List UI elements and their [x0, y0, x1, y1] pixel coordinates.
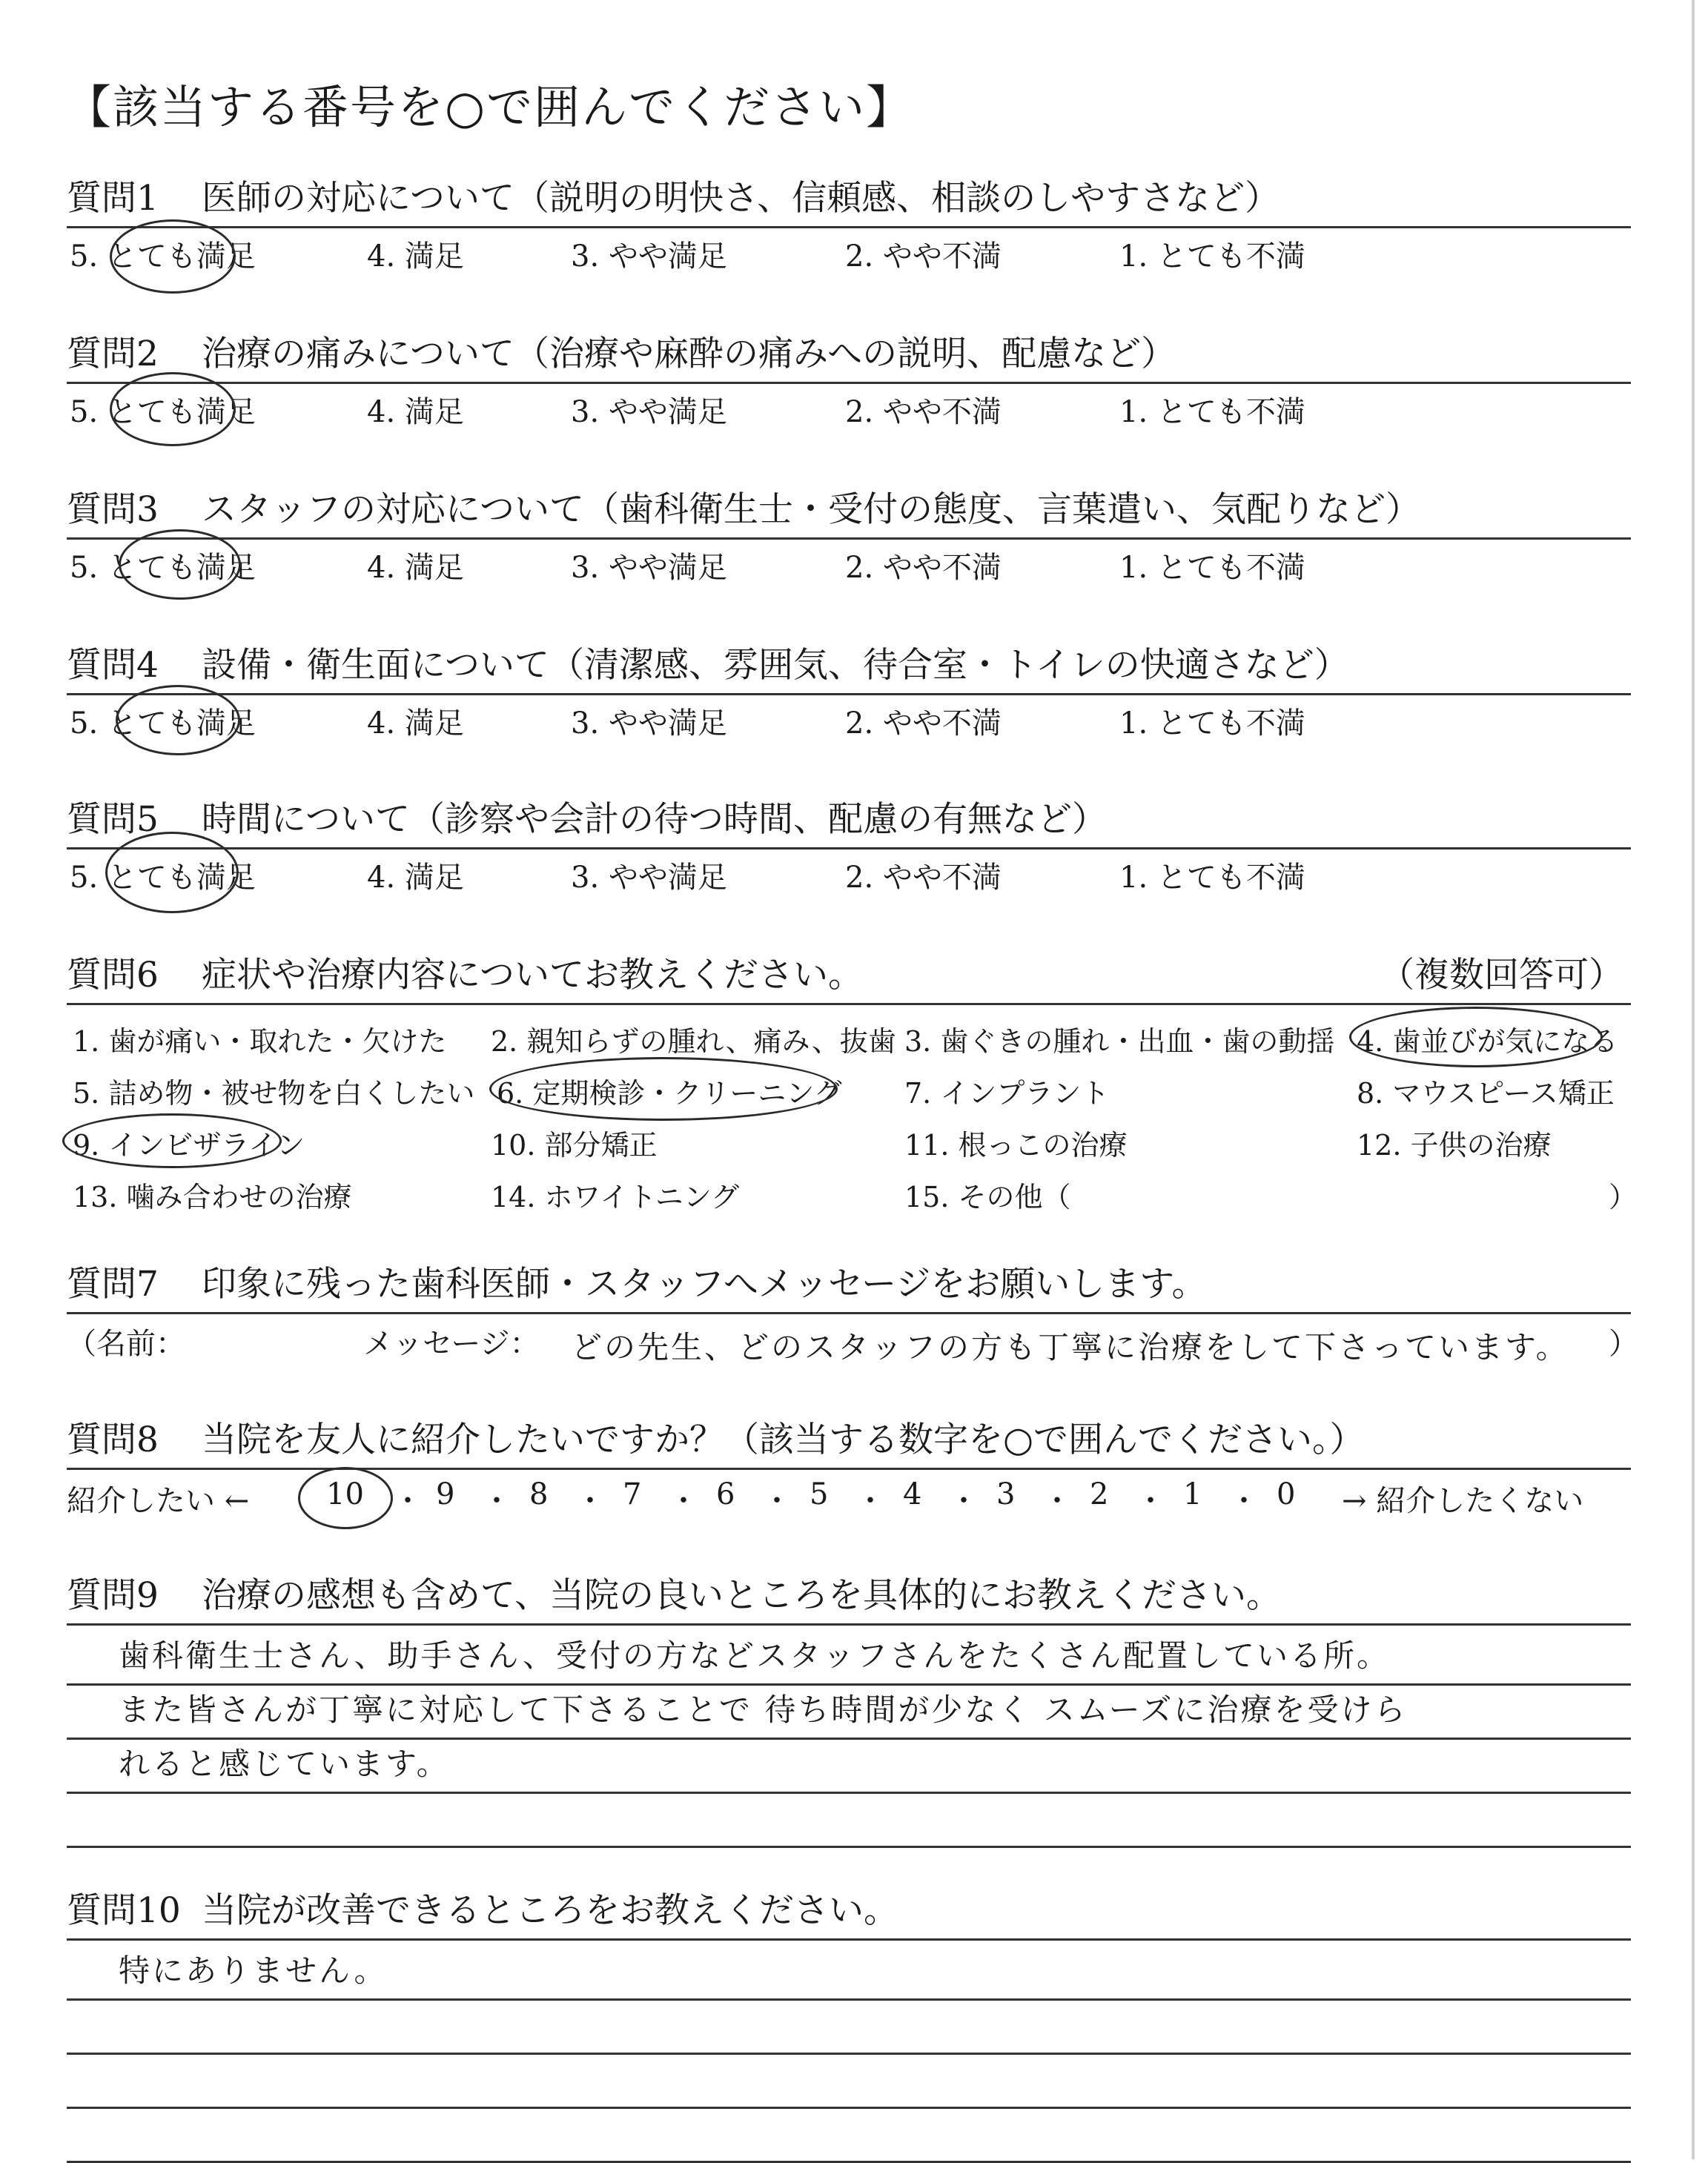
scale-dot: ・ — [669, 1484, 698, 1518]
rule — [67, 1003, 1631, 1005]
option-5[interactable]: 5. とても満足 — [70, 395, 256, 429]
option-3[interactable]: 3. やや満足 — [571, 239, 727, 274]
scale-dot: ・ — [1229, 1484, 1259, 1518]
question-8 — [67, 1412, 1631, 1522]
rule — [67, 537, 1631, 540]
option-4[interactable]: 4. 満足 — [367, 706, 464, 741]
scale-10[interactable]: 10 — [326, 1477, 364, 1511]
symptom-option-14[interactable]: 14. ホワイトニング — [491, 1181, 740, 1213]
scale-right-label: → 紹介したくない — [1342, 1484, 1584, 1518]
option-5[interactable]: 5. とても満足 — [70, 861, 256, 895]
question-10 — [67, 1883, 1631, 2163]
option-3[interactable]: 3. やや満足 — [571, 706, 727, 741]
option-1[interactable]: 1. とても不満 — [1119, 706, 1305, 741]
symptom-option-6[interactable]: 6. 定期検診・クリーニング — [497, 1077, 842, 1110]
question-text: 症状や治療内容についてお教えください。 — [202, 955, 864, 996]
scale-dot: ・ — [393, 1484, 423, 1518]
rule — [67, 1312, 1631, 1314]
scale-dot: ・ — [855, 1484, 885, 1518]
message-label: メッセージ： — [363, 1327, 540, 1361]
rule — [67, 1938, 1631, 1941]
option-2[interactable]: 2. やや不満 — [845, 239, 1002, 274]
symptom-option-11[interactable]: 11. 根っこの治療 — [904, 1129, 1128, 1162]
symptom-option-5[interactable]: 5. 詰め物・被せ物を白くしたい — [73, 1077, 475, 1110]
message-close-paren: ） — [1609, 1327, 1638, 1361]
option-2[interactable]: 2. やや不満 — [845, 861, 1002, 895]
rule — [67, 226, 1631, 228]
question-text: 当院が改善できるところをお教えください。 — [202, 1890, 898, 1931]
rule — [67, 1468, 1631, 1470]
scale-dot: ・ — [762, 1484, 792, 1518]
question-text: 当院を友人に紹介したいですか？（該当する数字を○で囲んでください。） — [202, 1420, 1365, 1460]
rule — [67, 693, 1631, 695]
question-text: 印象に残った歯科医師・スタッフへメッセージをお願いします。 — [202, 1264, 1207, 1305]
question-number: 質問4 — [67, 645, 159, 686]
question-4 — [67, 637, 1631, 741]
option-3[interactable]: 3. やや満足 — [571, 861, 727, 895]
answer-handwriting-line: 特にありません。 — [119, 1952, 388, 1989]
scale-5[interactable]: 5 — [810, 1477, 829, 1511]
symptom-option-4[interactable]: 4. 歯並びが気になる — [1357, 1025, 1618, 1058]
scale-1[interactable]: 1 — [1183, 1477, 1202, 1511]
symptom-option-9[interactable]: 9. インビザライン — [73, 1129, 305, 1162]
rule — [67, 382, 1631, 384]
symptom-option-3[interactable]: 3. 歯ぐきの腫れ・出血・歯の動揺 — [904, 1025, 1335, 1058]
name-label: （名前： — [67, 1327, 185, 1361]
question-text: 治療の痛みについて（治療や麻酔の痛みへの説明、配慮など） — [202, 334, 1176, 374]
symptom-option-2[interactable]: 2. 親知らずの腫れ、痛み、抜歯 — [491, 1025, 896, 1058]
question-1 — [67, 170, 1631, 274]
answer-handwriting-line: また皆さんが丁寧に対応して下さることで 待ち時間が少なく スムーズに治療を受けら — [119, 1692, 1408, 1728]
message-handwriting: どの先生、どのスタッフの方も丁寧に治療をして下さっています。 — [571, 1329, 1569, 1365]
option-4[interactable]: 4. 満足 — [367, 239, 464, 274]
scale-6[interactable]: 6 — [716, 1477, 735, 1511]
question-6 — [67, 947, 1638, 1233]
question-3 — [67, 482, 1631, 586]
scale-2[interactable]: 2 — [1090, 1477, 1109, 1511]
symptom-option-1[interactable]: 1. 歯が痛い・取れた・欠けた — [73, 1025, 447, 1058]
symptom-option-13[interactable]: 13. 噛み合わせの治療 — [73, 1181, 352, 1213]
scale-dot: ・ — [1042, 1484, 1072, 1518]
question-5 — [67, 792, 1631, 895]
answer-handwriting-line: れると感じています。 — [119, 1746, 450, 1782]
question-2 — [67, 326, 1631, 430]
question-text: 時間について（診察や会計の待つ時間、配慮の有無など） — [202, 799, 1108, 840]
option-3[interactable]: 3. やや満足 — [571, 551, 727, 585]
question-text: 設備・衛生面について（清潔感、雰囲気、待合室・トイレの快適さなど） — [202, 645, 1349, 686]
scale-9[interactable]: 9 — [436, 1477, 455, 1511]
option-5[interactable]: 5. とても満足 — [70, 551, 256, 585]
scale-8[interactable]: 8 — [529, 1477, 549, 1511]
question-number: 質問10 — [67, 1890, 181, 1931]
scale-dot: ・ — [575, 1484, 605, 1518]
symptom-option-10[interactable]: 10. 部分矯正 — [491, 1129, 658, 1162]
question-number: 質問8 — [67, 1420, 159, 1460]
option-4[interactable]: 4. 満足 — [367, 395, 464, 429]
scale-0[interactable]: 0 — [1277, 1477, 1296, 1511]
scale-3[interactable]: 3 — [996, 1477, 1016, 1511]
question-number: 質問9 — [67, 1575, 159, 1616]
question-number: 質問7 — [67, 1264, 159, 1305]
option-1[interactable]: 1. とても不満 — [1119, 395, 1305, 429]
scale-dot: ・ — [1136, 1484, 1165, 1518]
question-number: 質問2 — [67, 334, 159, 374]
option-1[interactable]: 1. とても不満 — [1119, 551, 1305, 585]
option-2[interactable]: 2. やや不満 — [845, 551, 1002, 585]
question-number: 質問3 — [67, 489, 159, 530]
scale-4[interactable]: 4 — [903, 1477, 922, 1511]
option-4[interactable]: 4. 満足 — [367, 551, 464, 585]
option-5[interactable]: 5. とても満足 — [70, 239, 256, 274]
option-2[interactable]: 2. やや不満 — [845, 395, 1002, 429]
symptom-option-15[interactable]: 15. その他（ — [904, 1181, 1071, 1213]
other-close-paren: ） — [1609, 1181, 1638, 1213]
multiple-answers-note: （複数回答可） — [1380, 955, 1623, 996]
option-5[interactable]: 5. とても満足 — [70, 706, 256, 741]
option-1[interactable]: 1. とても不満 — [1119, 861, 1305, 895]
question-9 — [67, 1568, 1631, 1848]
question-7 — [67, 1256, 1638, 1365]
option-4[interactable]: 4. 満足 — [367, 861, 464, 895]
question-number: 質問1 — [67, 178, 159, 219]
scale-dot: ・ — [482, 1484, 512, 1518]
question-text: 医師の対応について（説明の明快さ、信頼感、相談のしやすさなど） — [202, 178, 1280, 219]
option-1[interactable]: 1. とても不満 — [1119, 239, 1305, 274]
option-3[interactable]: 3. やや満足 — [571, 395, 727, 429]
question-number: 質問5 — [67, 799, 159, 840]
symptom-option-7[interactable]: 7. インプラント — [904, 1077, 1110, 1110]
scale-left-label: 紹介したい ← — [67, 1484, 250, 1518]
symptom-option-8[interactable]: 8. マウスピース矯正 — [1357, 1077, 1615, 1110]
question-number: 質問6 — [67, 955, 159, 996]
rule — [67, 1623, 1631, 1626]
page-title: 【該当する番号を○で囲んでください】 — [65, 80, 914, 134]
scale-dot: ・ — [949, 1484, 979, 1518]
rule — [67, 847, 1631, 849]
symptom-option-12[interactable]: 12. 子供の治療 — [1357, 1129, 1552, 1162]
answer-handwriting-line: 歯科衛生士さん、助手さん、受付の方などスタッフさんをたくさん配置している所。 — [119, 1637, 1391, 1674]
scale-7[interactable]: 7 — [623, 1477, 642, 1511]
option-2[interactable]: 2. やや不満 — [845, 706, 1002, 741]
question-text: スタッフの対応について（歯科衛生士・受付の態度、言葉遣い、気配りなど） — [202, 489, 1421, 530]
question-text: 治療の感想も含めて、当院の良いところを具体的にお教えください。 — [202, 1575, 1282, 1616]
